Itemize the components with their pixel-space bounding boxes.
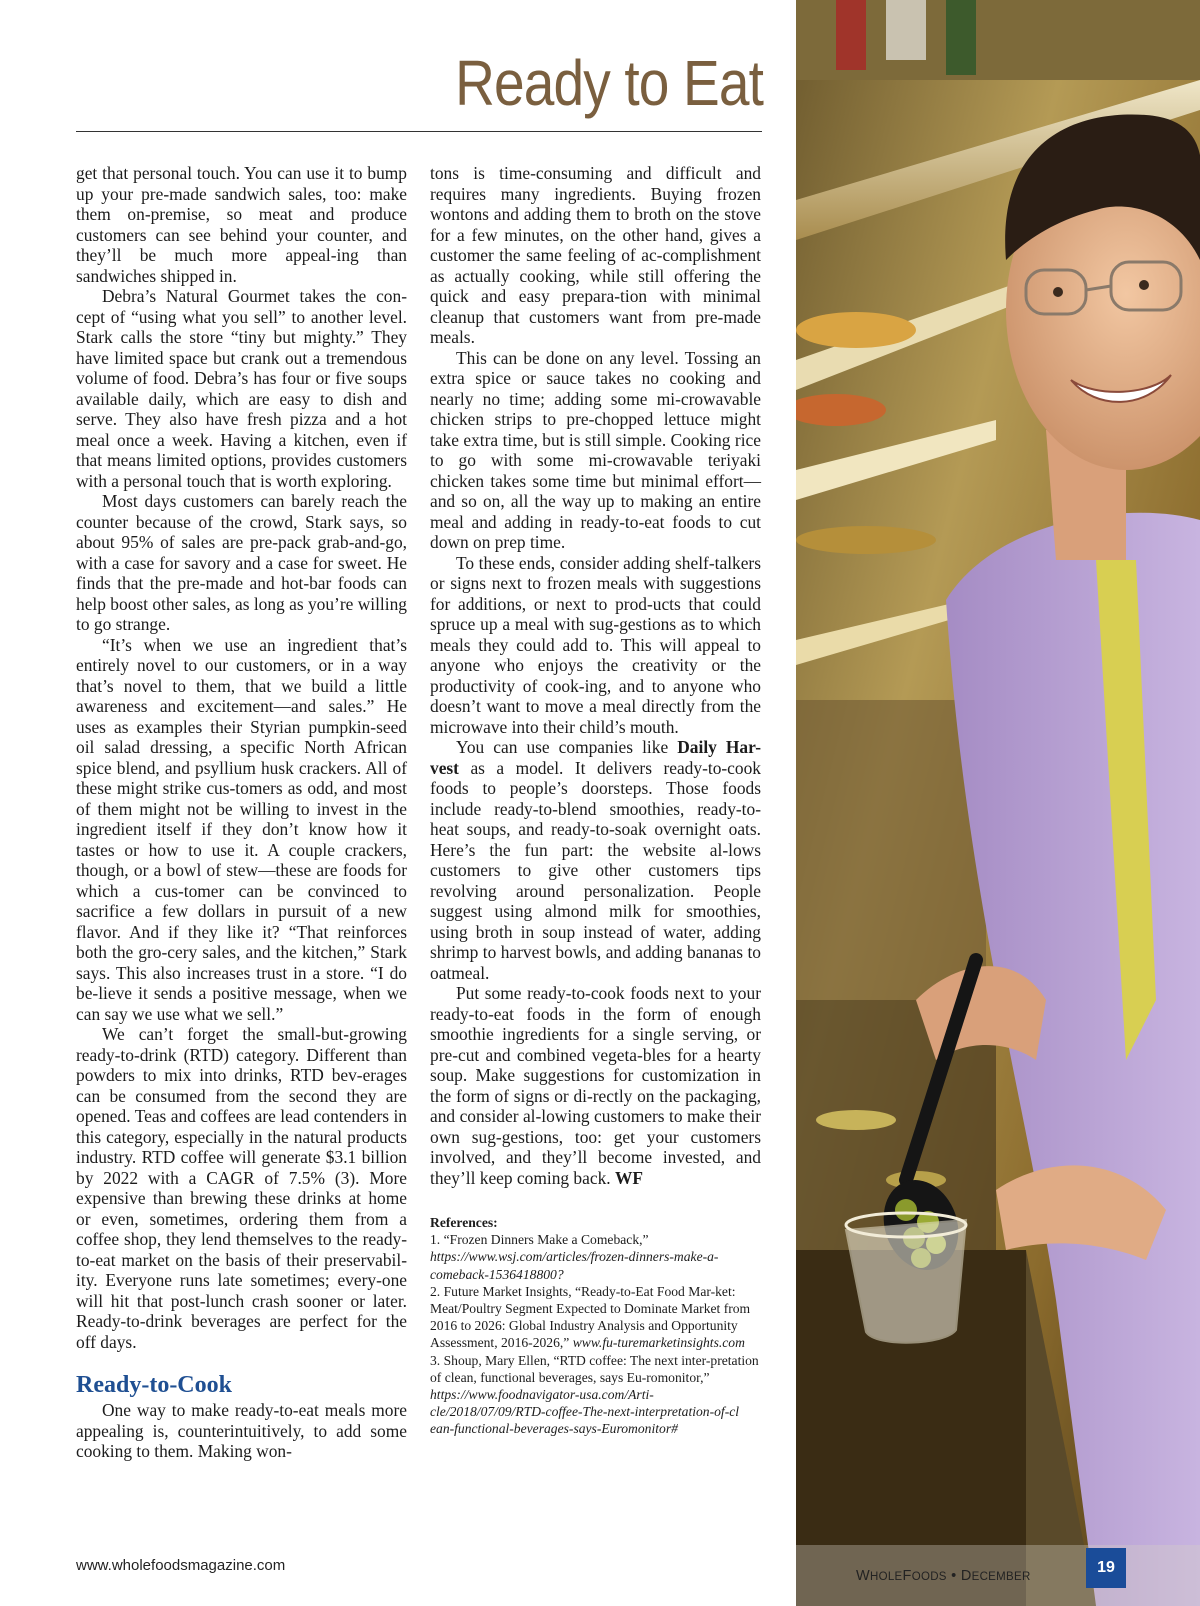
references xyxy=(430,1214,761,1438)
left-column xyxy=(76,163,407,1462)
pub-letters: HOLE xyxy=(870,1571,903,1583)
paragraph: One way to make ready-to-eat meals more appealing is, counterintuitively, to add some cooking to them. Making won- xyxy=(76,1400,407,1461)
section-heading: Ready-to-Cook xyxy=(76,1372,232,1398)
company-name: Daily Har-vest xyxy=(430,737,761,778)
signoff: WF xyxy=(614,1167,643,1188)
reference-link[interactable]: www.fu-turemarketinsights.com xyxy=(572,1335,745,1351)
reference-item xyxy=(430,1231,761,1283)
paragraph xyxy=(430,983,761,1188)
pub-letter: F xyxy=(902,1568,912,1584)
paragraph: We can’t forget the small-but-growing ready-to-drink (RTD) category. Different than powders to mix into drinks, RTD bev-erages can be consumed from the second they are opened. Teas and coffees are lead contenders in this category, especially in the natural products industry. RTD coffee will generate $3.1 billion by 2022 with a CAGR of 7.5% (3). More expensive than brewing these drinks at home or even, sometimes, ordering them from a coffee shop, they lend themselves to the ready-to-eat market on the basis of their preservabil-ity. Everyone runs late sometimes; every-one will hit that post-lunch crash sooner or later. Ready-to-drink beverages are perfect for the off days. xyxy=(76,1024,407,1352)
pub-letter: W xyxy=(856,1568,870,1584)
reference-text: 2. Future Market Insights, “Ready-to-Eat Food Mar-ket: Meat/Poultry Segment Expected to Dominate Market from 2016 to 2026: Global Industry Analysis and Opportunity Assessment, 2016-2026,” xyxy=(430,1283,751,1351)
reference-item xyxy=(430,1352,761,1438)
man-with-olives-photo xyxy=(796,0,1200,1606)
paragraph-text: as a model. It delivers ready-to-cook foods to people’s doorsteps. Those foods include ready-to-blend smoothies, ready-to-heat soups, and ready-to-soak overnight oats. Here’s the fun part: the website al-lows customers to give other customers tips revolving around personalization. People suggest using almond milk for smoothies, using broth in soup instead of water, adding shrimp to harvest bowls, and adding bananas to oatmeal. xyxy=(430,757,761,983)
pub-separator: • xyxy=(946,1568,961,1584)
page-number-badge: 19 xyxy=(1086,1548,1126,1588)
reference-text: 3. Shoup, Mary Ellen, “RTD coffee: The next inter-pretation of clean, functional beverages, says Eu-romonitor,” xyxy=(430,1352,759,1385)
paragraph: Most days customers can barely reach the counter because of the crowd, Stark says, so about 95% of sales are pre-pack grab-and-go, with a case for savory and a case for sweet. He finds that the pre-made and hot-bar foods can help boost other sales, as long as you’re willing to go strange. xyxy=(76,491,407,634)
paragraph: get that personal touch. You can use it to bump up your pre-made sandwich sales, too: make them on-premise, so meat and produce customers can see behind your counter, and they’ll be much more appeal-ing than sandwiches shipped in. xyxy=(76,163,407,286)
reference-link[interactable]: https://www.foodnavigator-usa.com/Arti-cle/2018/07/09/RTD-coffee-The-next-interpretation-of-cl ean-functional-beverages-says-Euromonitor# xyxy=(430,1387,740,1437)
footer-url[interactable]: www.wholefoodsmagazine.com xyxy=(76,1557,286,1574)
footer-publication xyxy=(856,1568,1031,1584)
paragraph: This can be done on any level. Tossing an extra spice or sauce takes no cooking and nearly no time; adding some mi-crowavable chicken strips to pre-chopped lettuce might take extra time, but is still simple. Cooking rice to go with some mi-crowavable teriyaki chicken takes some time but minimal effort—and so on, all the way up to making an entire meal and adding in ready-to-eat foods to cut down on prep time. xyxy=(430,347,761,552)
pub-letters: ECEMBER xyxy=(971,1571,1031,1583)
pub-letters: OODS xyxy=(911,1571,947,1583)
right-column xyxy=(430,163,761,1438)
pub-letter: D xyxy=(960,1568,972,1584)
header-rule xyxy=(76,131,762,132)
references-title: References: xyxy=(430,1215,498,1230)
page-title: Ready to Eat xyxy=(455,47,763,119)
paragraph-text: You can use companies like xyxy=(456,737,678,757)
reference-link[interactable]: https://www.wsj.com/articles/frozen-dinners-make-a-comeback-1536418800? xyxy=(430,1249,719,1282)
paragraph: To these ends, consider adding shelf-talkers or signs next to frozen meals with suggestions for additions, or next to prod-ucts that could spruce up a meal with sug-gestions as to which meals they could add to. This will appeal to anyone who enjoys the creativity or the productivity of cook-ing, and to anyone who doesn’t want to move a meal directly from the microwave into their child’s mouth. xyxy=(430,552,761,737)
paragraph: Debra’s Natural Gourmet takes the con-cept of “using what you sell” to another level. Stark calls the store “tiny but mighty.” They have limited space but crank out a tremendous volume of food. Debra’s has four or five soups available daily, which are easy to dish and serve. They also have fresh pizza and a hot meal once a week. Having a kitchen, even if that means limited options, provides customers with a personal touch that is worth exploring. xyxy=(76,286,407,491)
paragraph: “It’s when we use an ingredient that’s entirely novel to our customers, or in a way that’s novel to them, that we build a little awareness and excitement—and sales.” He uses as examples their Styrian pumpkin-seed oil salad dressing, a specific North African spice blend, and psyllium husk crackers. All of these might strike cus-tomers as odd, and most of them might not be willing to invest in the ingredient itself if they don’t know how it tastes or how to use it. A couple crackers, though, or a bowl of stew—these are foods for which a cus-tomer can be convinced to sacrifice a few dollars in pursuit of a new flavor. And if they like it? “That reinforces both the gro-cery sales, and the kitchen,” Stark says. This also increases trust in a store. “I do be-lieve it sends a positive message, when we can say we use what we sell.” xyxy=(76,634,407,1024)
paragraph-text: Put some ready-to-cook foods next to your ready-to-eat foods in the form of enough smoothie ingredients for a single serving, or pre-cut and combined vegeta-bles for a hearty soup. Make suggestions for customization in the form of signs or di-rectly on the packaging, and consider al-lowing customers to make their own sug-gestions, too: get your customers involved, and they’ll become invested, and they’ll keep coming back. xyxy=(430,983,761,1188)
paragraph xyxy=(430,737,761,983)
paragraph: tons is time-consuming and difficult and requires many ingredients. Buying frozen wontons and adding them to broth on the stove for a few minutes, on the other hand, gives a customer the same feeling of ac-complishment as actually cooking, while still offering the quick and easy prepara-tion with minimal cleanup that customers want from pre-made meals. xyxy=(430,163,761,347)
reference-item xyxy=(430,1283,761,1352)
reference-text: 1. “Frozen Dinners Make a Comeback,” xyxy=(430,1232,649,1248)
